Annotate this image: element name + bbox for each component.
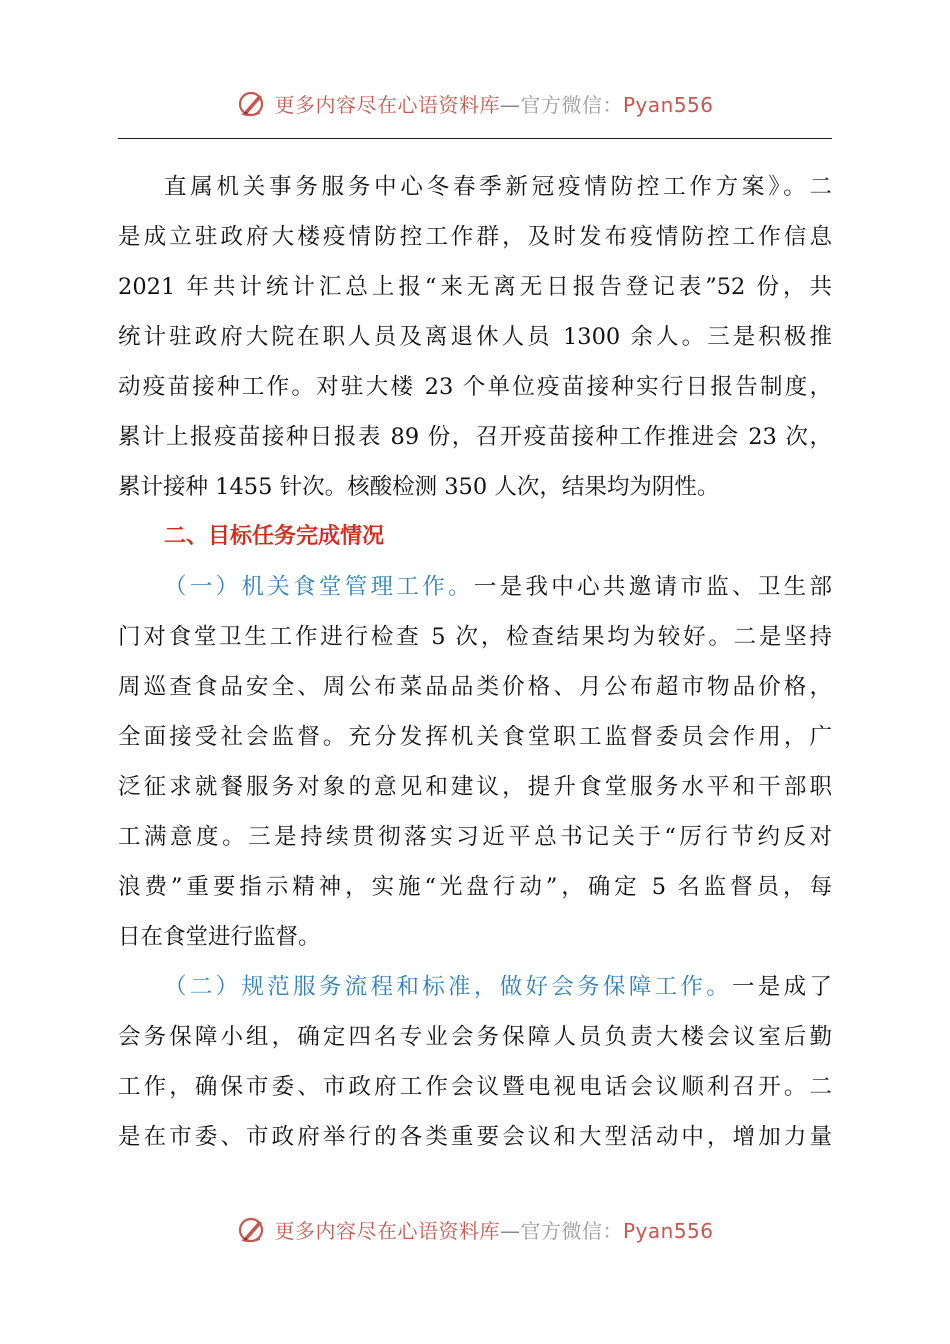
subsection-heading: （一）机关食堂管理工作。	[164, 574, 474, 600]
header-text	[274, 89, 713, 118]
paragraph-line: 周巡查食品安全、周公布菜品品类价格、月公布超市物品价格，	[118, 674, 832, 700]
paragraph-line: 是成立驻政府大楼疫情防控工作群，及时发布疫情防控工作信息	[118, 224, 832, 250]
paragraph-line: 直属机关事务服务中心冬春季新冠疫情防控工作方案》。二	[164, 174, 832, 200]
header-banner-content	[236, 87, 713, 119]
section-heading: 二、目标任务完成情况	[164, 524, 385, 549]
footer-brand: 更多内容尽在心语资料库	[274, 1218, 500, 1243]
footer-text	[274, 1215, 713, 1244]
paragraph-line: 泛征求就餐服务对象的意见和建议，提升食堂服务水平和干部职	[118, 774, 832, 800]
paragraph-line: 统计驻政府大院在职人员及离退休人员 1300 余人。三是积极推	[118, 324, 832, 350]
header-account: Pyan556	[622, 92, 714, 117]
paragraph-line: 累计上报疫苗接种日报表 89 份，召开疫苗接种工作推进会 23 次，	[118, 424, 832, 450]
paragraph-line: 门对食堂卫生工作进行检查 5 次，检查结果均为较好。二是坚持	[118, 624, 832, 650]
footer-label: 官方微信：	[520, 1218, 623, 1243]
header-dash: —	[499, 92, 521, 117]
subsection-first-line	[118, 562, 832, 612]
paragraph-line: 全面接受社会监督。充分发挥机关食堂职工监督委员会作用，广	[118, 724, 832, 750]
header-brand: 更多内容尽在心语资料库	[274, 92, 500, 117]
pen-circle-icon	[236, 1213, 268, 1245]
footer-account: Pyan556	[622, 1218, 714, 1243]
paragraph-line: 工作，确保市委、市政府工作会议暨电视电话会议顺利召开。二	[118, 1074, 832, 1100]
subsection-text: 一是成了	[732, 974, 832, 1000]
pen-circle-icon	[236, 87, 268, 119]
subsection-heading: （二）规范服务流程和标准，做好会务保障工作。	[164, 974, 733, 1000]
header-label: 官方微信：	[520, 92, 623, 117]
paragraph-line: 2021 年共计统计汇总上报“来无离无日报告登记表”52 份，共	[118, 274, 832, 300]
paragraph-line: 动疫苗接种工作。对驻大楼 23 个单位疫苗接种实行日报告制度，	[118, 374, 832, 400]
paragraph-line: 会务保障小组，确定四名专业会务保障人员负责大楼会议室后勤	[118, 1024, 832, 1050]
paragraph-line: 工满意度。三是持续贯彻落实习近平总书记关于“厉行节约反对	[118, 824, 832, 850]
paragraph-line: 浪费”重要指示精神，实施“光盘行动”，确定 5 名监督员，每	[118, 874, 832, 900]
footer-dash: —	[499, 1218, 521, 1243]
header-banner	[0, 81, 950, 125]
document-body	[118, 162, 832, 1162]
paragraph-line: 日在食堂进行监督。	[118, 924, 321, 950]
header-divider	[118, 138, 832, 139]
footer-banner-content	[236, 1213, 713, 1245]
footer-banner	[0, 1207, 950, 1251]
paragraph-line: 累计接种 1455 针次。核酸检测 350 人次，结果均为阴性。	[118, 474, 720, 500]
subsection-first-line	[118, 962, 832, 1012]
paragraph-line: 是在市委、市政府举行的各类重要会议和大型活动中，增加力量	[118, 1124, 832, 1150]
subsection-text: 一是我中心共邀请市监、卫生部	[473, 574, 832, 600]
